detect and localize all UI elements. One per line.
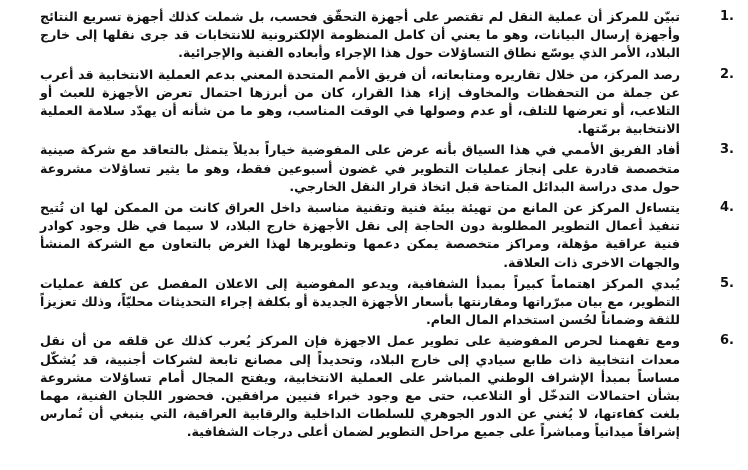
item-number: 4. bbox=[720, 200, 734, 216]
numbered-list bbox=[40, 8, 734, 445]
item-number: 5. bbox=[720, 275, 734, 291]
list-item-2 bbox=[40, 66, 734, 139]
item-text: تبيّن للمركز أن عملية النقل لم تقتصر على أجهزة التحقّق فحسب، بل شملت كذلك أجهزة تسريع النتائج وأجهزة إرسال البيانات، وهو ما يعني أن كامل المنظومة الإلكترونية للانتخابات قد جرى نقلها إلى خارج البلاد، الأمر الذي يوسّع نطاق التساؤلات حول هذا الإجراء وأبعاده الفنية والإجرائية. bbox=[40, 9, 680, 61]
item-number: 1. bbox=[720, 9, 734, 24]
item-number: 6. bbox=[720, 333, 734, 349]
item-number: 2. bbox=[720, 66, 734, 82]
list-item-6 bbox=[40, 332, 734, 441]
list-item-1 bbox=[40, 8, 734, 63]
list-item-3 bbox=[40, 141, 734, 196]
item-text: رصد المركز، من خلال تقاريره ومتابعاته، أن فريق الأمم المتحدة المعني بدعم العملية الانتخابية قد أعرب عن جملة من التحفظات والمخاوف إزاء هذا القرار، كان من أبرزها احتمال تعرض الأجهزة للعبث أو التلاعب، أو تعرضها للتلف، أو عدم وصولها في الوقت المناسب، وهو ما من شأنه أن يهدّد سلامة العملية الانتخابية برمّتها. bbox=[40, 66, 680, 137]
item-text: أفاد الفريق الأممي في هذا السياق بأنه عرض على المفوضية خياراً بديلاً يتمثل بالتعاقد مع شركة صينية متخصصة قادرة على إنجاز عمليات التطوير في غضون أسبوعين فقط، وهو ما يثير تساؤلات مشروعة حول مدى دراسة البدائل المتاحة قبل اتخاذ قرار النقل الخارجي. bbox=[40, 142, 680, 194]
item-text: يُبدي المركز اهتماماً كبيراً بمبدأ الشفافية، ويدعو المفوضية إلى الاعلان المفصل عن كلفة عمليات التطوير، مع بيان مبرّراتها ومقارنتها بأسعار الأجهزة الجديدة أو بكلفة إجراء التحديثات محليّاً، وذلك تعزيزاً للثقة وضماناً لحُسن استخدام المال العام. bbox=[40, 275, 680, 328]
list-item-4 bbox=[40, 199, 734, 272]
item-number: 3. bbox=[720, 142, 734, 158]
item-text: ومع تفهمنا لحرص المفوضية على تطوير عمل الاجهزة فإن المركز يُعرب كذلك عن قلقه من أن نقل معدات انتخابية ذات طابع سيادي إلى خارج البلاد، وتحديداً إلى مصانع تابعة لشركات أجنبية، قد يُشكّل مساساً بمبدأ الإشراف الوطني المباشر على العملية الانتخابية، ويفتح المجال أمام تساؤلات مشروعة بشأن احتمالات التدخّل أو التلاعب، حتى مع وجود خبراء فنيين مرافقين. فحضور اللجان الفنية، مهما بلغت كفاءتها، لا يُغني عن الدور الجوهري للسلطات الداخلية والرقابية العراقية، التي ينبغي أن تُمارس إشرافاً ميدانياً ومباشراً على جميع مراحل التطوير لضمان أعلى درجات الشفافية. bbox=[40, 333, 680, 440]
item-text: يتساءل المركز عن المانع من تهيئة بيئة فنية وتقنية مناسبة داخل العراق كانت من الممكن لها ان تُتيح تنفيذ أعمال التطوير المطلوبة دون الحاجة إلى نقل الأجهزة خارج البلاد، لا سيما في ظل وجود كوادر فنية عراقية مؤهلة، ومراكز متخصصة يمكن دعمها وتطويرها لهذا الغرض بالتعاون مع الشركة المنشأ والجهات الاخرى ذات العلاقة. bbox=[40, 200, 680, 270]
list-item-5 bbox=[40, 275, 734, 330]
